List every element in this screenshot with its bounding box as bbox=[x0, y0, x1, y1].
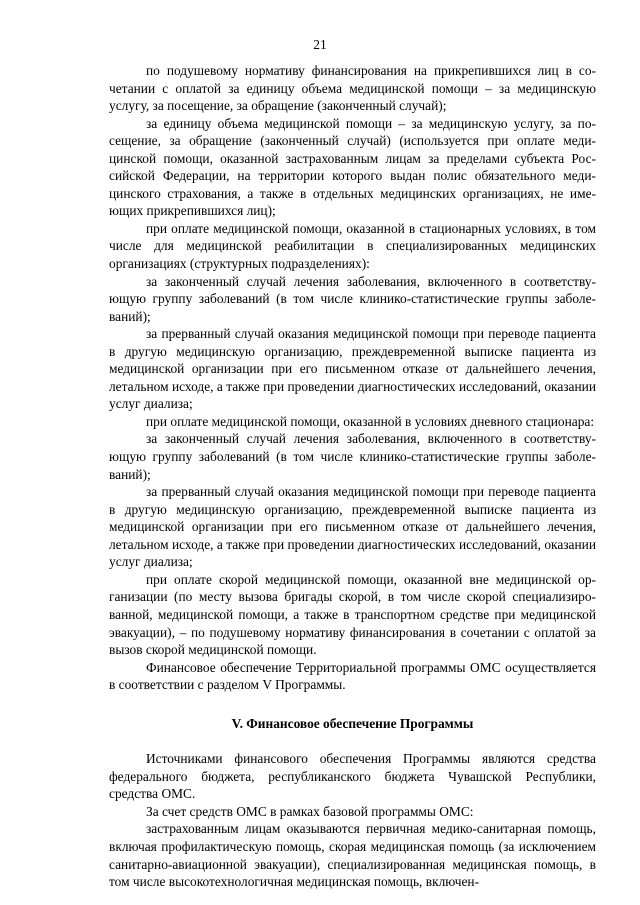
body-text bbox=[109, 62, 596, 891]
paragraph: за единицу объема медицинской помощи – за медицинскую услугу, за посещение, за обращение (законченный случай) (используется при оплате медицинской помощи, оказанной застрахованным лицам за пределами субъекта Российской Федерации, на территории которого выдан полис обязательного медицинского страхования, а также в отдельных медицинских организациях, не имеющих прикрепившихся лиц); bbox=[109, 115, 596, 219]
paragraph: по подушевому нормативу финансирования на прикрепившихся лиц в сочетании с оплатой за единицу объема медицинской помощи – за медицинскую услугу, за посещение, за обращение (законченный случай); bbox=[109, 63, 596, 114]
paragraph: За счет средств ОМС в рамках базовой программы ОМС: bbox=[146, 803, 474, 819]
paragraph: Источниками финансового обеспечения Программы являются средства федерального бюджета, республиканского бюджета Чувашской Республики, средства ОМС. bbox=[109, 751, 596, 802]
paragraph: при оплате скорой медицинской помощи, оказанной вне медицинской организации (по месту вызова бригады скорой, в том числе скорой специализированной, медицинской помощи, а также в транспортном средстве при медицинской эвакуации), – по подушевому нормативу финансирования в сочетании с оплатой за вызов скорой медицинской помощи. bbox=[109, 571, 596, 658]
paragraph: за прерванный случай оказания медицинской помощи при переводе пациента в другую медицинскую организацию, преждевременной выписке пациента из медицинской организации при его письменном отказе от дальнейшего лечения, летальном исходе, а также при проведении диагностических исследований, оказании услуг диализа; bbox=[109, 326, 596, 412]
paragraph: Финансовое обеспечение Территориальной программы ОМС осуществляется в соответствии с разделом V Программы. bbox=[109, 659, 596, 693]
paragraph: при оплате медицинской помощи, оказанной в стационарных условиях, в том числе для медицинской реабилитации в специализированных медицинских организациях (структурных подразделениях): bbox=[109, 220, 596, 272]
paragraph: застрахованным лицам оказываются первичная медико-санитарная помощь, включая профилактическую помощь, скорая медицинская помощь (за исключением санитарно-авиационной эвакуации), специализированная медицинская помощь, в том числе высокотехнологичная медицинская помощь, включен- bbox=[109, 821, 596, 890]
page-number: 21 bbox=[313, 37, 327, 52]
paragraph: за законченный случай лечения заболевания, включенного в соответствующую группу заболеваний (в том числе клинико-статистические группы заболеваний); bbox=[109, 273, 596, 324]
paragraph: за законченный случай лечения заболевания, включенного в соответствующую группу заболеваний (в том числе клинико-статистические группы заболеваний); bbox=[109, 431, 596, 482]
paragraph: при оплате медицинской помощи, оказанной в условиях дневного стационара: bbox=[146, 413, 595, 429]
paragraph: за прерванный случай оказания медицинской помощи при переводе пациента в другую медицинскую организацию, преждевременной выписке пациента из медицинской организации при его письменном отказе от дальнейшего лечения, летальном исходе, а также при проведении диагностических исследований, оказании услуг диализа; bbox=[109, 484, 596, 570]
section-title: V. Финансовое обеспечение Программы bbox=[231, 715, 474, 731]
